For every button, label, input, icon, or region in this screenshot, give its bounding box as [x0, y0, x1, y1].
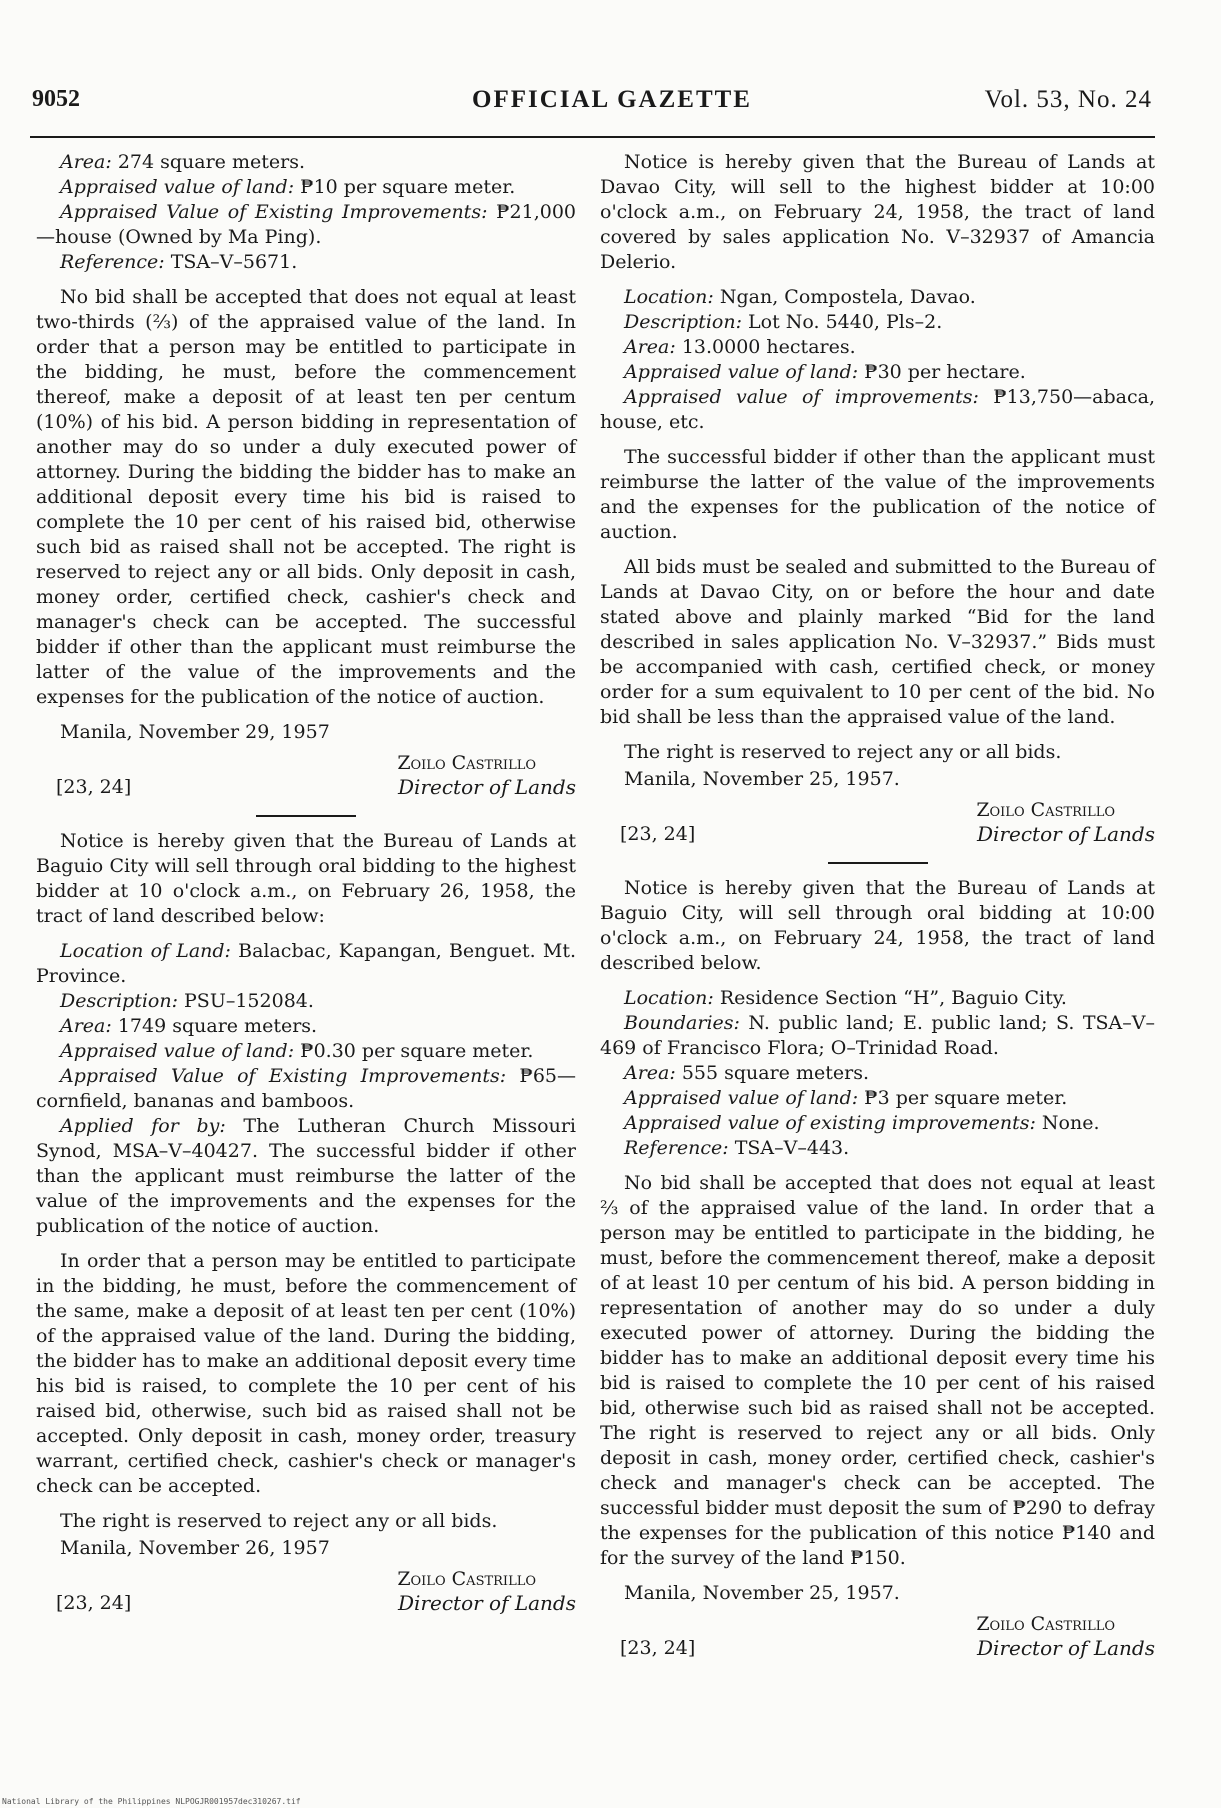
field-label: Applied for by: [60, 1115, 226, 1137]
notice-intro: Notice is hereby given that the Bureau of Lands at Davao City, will sell to the highest bidder at 10:00 o'clock a.m., on February 24, 1958, the tract of land covered by sales application No. V–32937 of Amancia Delerio. [600, 151, 1155, 273]
field-value: Residence Section “H”, Baguio City. [713, 987, 1067, 1009]
improvements-line [36, 1064, 576, 1114]
dateline: Manila, November 29, 1957 [60, 721, 330, 743]
area-line [600, 335, 1155, 360]
field-value: TSA–V–443. [728, 1137, 850, 1159]
land-value-line [36, 175, 576, 200]
location-line [36, 939, 576, 989]
issue-numbers: [23, 24] [620, 1637, 696, 1659]
area-line [36, 150, 576, 175]
field-label: Location: [624, 987, 714, 1009]
notice-divider [256, 815, 356, 817]
field-value: ₱65—cornfield, bananas and bamboos. [36, 1065, 576, 1112]
field-value: The Lutheran Church Missouri Synod, MSA–V–40427. The successful bidder if other than the applicant must reimburse the latter of the value of the improvements and the expenses for the publication of the notice of auction. [36, 1115, 576, 1237]
field-value: ₱13,750—abaca, house, etc. [600, 386, 1155, 433]
signature-block [36, 751, 576, 805]
field-label: Reference: [624, 1137, 729, 1159]
signature-block [36, 1567, 576, 1621]
issue-numbers: [23, 24] [56, 776, 132, 798]
field-value: ₱10 per square meter. [294, 176, 516, 198]
location-line [600, 285, 1155, 310]
signer-name: Zoilo Castrillo [397, 1568, 536, 1590]
signature-block [600, 1612, 1155, 1666]
reference-line [600, 1136, 1155, 1161]
signature-block [600, 798, 1155, 852]
field-label: Appraised Value of Existing Improvements: [60, 201, 488, 223]
improvements-line [36, 200, 576, 250]
reservation-line: The right is reserved to reject any or all bids. [624, 741, 1062, 763]
publication-title: OFFICIAL GAZETTE [472, 86, 752, 113]
field-label: Appraised value of existing improvements: [624, 1112, 1036, 1134]
land-value-line [36, 1039, 576, 1064]
signer-name: Zoilo Castrillo [976, 1613, 1115, 1635]
notice-tsa-v-5671 [36, 150, 576, 805]
field-value: PSU–152084. [177, 990, 314, 1012]
field-value: Lot No. 5440, Pls–2. [741, 311, 943, 333]
volume-number: Vol. 53, No. 24 [984, 86, 1152, 113]
signer-name: Zoilo Castrillo [397, 752, 536, 774]
field-value: ₱3 per square meter. [858, 1087, 1068, 1109]
dateline: Manila, November 25, 1957. [624, 1582, 900, 1604]
page-header [32, 86, 1192, 126]
field-value: 1749 square meters. [111, 1015, 318, 1037]
description-line [600, 310, 1155, 335]
field-value: ₱30 per hectare. [858, 361, 1026, 383]
notice-intro: Notice is hereby given that the Bureau of Lands at Baguio City, will sell through oral bidding at 10:00 o'clock a.m., on February 24, 1958, the tract of land described below. [600, 877, 1155, 974]
notice-body: In order that a person may be entitled to participate in the bidding, he must, before the commencement of the same, make a deposit of at least ten per cent (10%) of the appraised value of the land. During the bidding, the bidder has to make an additional deposit every time his bid is raised, to complete the 10 per cent of his raised bid, otherwise, such bid as raised shall not be accepted. Only deposit in cash, money order, treasury warrant, certified check, cashier's check or manager's check can be accepted. [36, 1250, 576, 1497]
notice-msa-v-40427 [36, 829, 576, 1621]
field-value: 13.0000 hectares. [675, 336, 856, 358]
notice-body: No bid shall be accepted that does not equal at least two-thirds (⅔) of the appraised value of the land. In order that a person may be entitled to participate in the bidding, he must, before the commencement thereof, make a deposit of at least ten per centum (10%) of his bid. A person bidding in representation of another may do so under a duly executed power of attorney. During the bidding the bidder has to make an additional deposit every time his bid is raised to complete the 10 per cent of his raised bid, otherwise such bid as raised shall not be accepted. The right is reserved to reject any or all bids. Only deposit in cash, money order, certified check, cashier's check and manager's check can be accepted. The successful bidder if other than the applicant must reimburse the latter of the value of the improvements and the expenses for the publication of the notice of auction. [36, 286, 576, 708]
signer-title: Director of Lands [398, 775, 576, 799]
field-value: TSA–V–5671. [164, 251, 298, 273]
signer-title: Director of Lands [977, 1636, 1155, 1660]
issue-numbers: [23, 24] [56, 1592, 132, 1614]
field-label: Area: [60, 1015, 112, 1037]
field-value: 274 square meters. [111, 151, 305, 173]
field-label: Area: [624, 336, 676, 358]
signer-title: Director of Lands [398, 1591, 576, 1615]
notice-v-32937 [600, 150, 1155, 852]
field-label: Appraised value of land: [624, 361, 859, 383]
page-number: 9052 [32, 86, 80, 112]
field-label: Appraised Value of Existing Improvements: [60, 1065, 507, 1087]
field-label: Location of Land: [60, 940, 231, 962]
field-label: Appraised value of land: [60, 176, 295, 198]
notice-tsa-v-443 [600, 876, 1155, 1666]
field-label: Boundaries: [624, 1012, 740, 1034]
improvements-line [600, 385, 1155, 435]
right-column [600, 150, 1155, 1676]
improvements-line [600, 1111, 1155, 1136]
field-value: Balacbac, Kapangan, Benguet. Mt. Province. [36, 940, 576, 987]
archive-footer: National Library of the Philippines NLPOGJR001957dec310267.tif [2, 1797, 301, 1806]
field-label: Appraised value of land: [60, 1040, 295, 1062]
field-label: Description: [624, 311, 742, 333]
signer-title: Director of Lands [977, 822, 1155, 846]
notice-body: All bids must be sealed and submitted to the Bureau of Lands at Davao City, on or before the hour and date stated above and plainly marked “Bid for the land described in sales application No. V–32937.” Bids must be accompanied with cash, certified check, or money order for a sum equivalent to 10 per cent of the bid. No bid shall be less than the appraised value of the land. [600, 556, 1155, 728]
field-value: None. [1035, 1112, 1100, 1134]
land-value-line [600, 360, 1155, 385]
area-line [36, 1014, 576, 1039]
field-label: Appraised value of improvements: [624, 386, 979, 408]
field-label: Appraised value of land: [624, 1087, 859, 1109]
notice-body: No bid shall be accepted that does not equal at least ⅔ of the appraised value of the land. In order that a person may be entitled to participate in the bidding, he must, before the commencement thereof, make a deposit of at least 10 per centum of his bid. A person bidding in representation of another may do so under a duly executed power of attorney. During the bidding the bidder has to make an additional deposit every time his bid is raised to complete the 10 per cent of his raised bid, otherwise such bid as raised shall not be accepted. The right is reserved to reject any or all bids. Only deposit in cash, money order, certified check, cashier's check and manager's check can be accepted. The successful bidder must deposit the sum of ₱290 to defray the expenses for the publication of this notice ₱140 and for the survey of the land ₱150. [600, 1172, 1155, 1569]
field-value: Ngan, Compostela, Davao. [713, 286, 976, 308]
reservation-line: The right is reserved to reject any or all bids. [60, 1510, 498, 1532]
area-line [600, 1061, 1155, 1086]
header-rule [30, 136, 1155, 138]
reference-line [36, 250, 576, 275]
field-label: Reference: [60, 251, 165, 273]
dateline: Manila, November 25, 1957. [624, 768, 900, 790]
field-value: 555 square meters. [675, 1062, 869, 1084]
land-value-line [600, 1086, 1155, 1111]
field-value: N. public land; E. public land; S. TSA–V–469 of Francisco Flora; O–Trinidad Road. [600, 1012, 1155, 1059]
issue-numbers: [23, 24] [620, 823, 696, 845]
field-value: ₱21,000—house (Owned by Ma Ping). [36, 201, 576, 248]
signer-name: Zoilo Castrillo [976, 799, 1115, 821]
notice-intro: Notice is hereby given that the Bureau of Lands at Baguio City will sell through oral bidding to the highest bidder at 10 o'clock a.m., on February 26, 1958, the tract of land described below: [36, 830, 576, 927]
description-line [36, 989, 576, 1014]
location-line [600, 986, 1155, 1011]
field-label: Description: [60, 990, 178, 1012]
notice-body: The successful bidder if other than the applicant must reimburse the latter of the value of the improvements and the expenses for the publication of the notice of auction. [600, 446, 1155, 543]
field-label: Area: [60, 151, 112, 173]
dateline: Manila, November 26, 1957 [60, 1537, 330, 1559]
notice-divider [828, 862, 928, 864]
boundaries-line [600, 1011, 1155, 1061]
applied-for-line [36, 1114, 576, 1239]
field-label: Area: [624, 1062, 676, 1084]
field-label: Location: [624, 286, 714, 308]
field-value: ₱0.30 per square meter. [294, 1040, 534, 1062]
left-column [36, 150, 576, 1631]
